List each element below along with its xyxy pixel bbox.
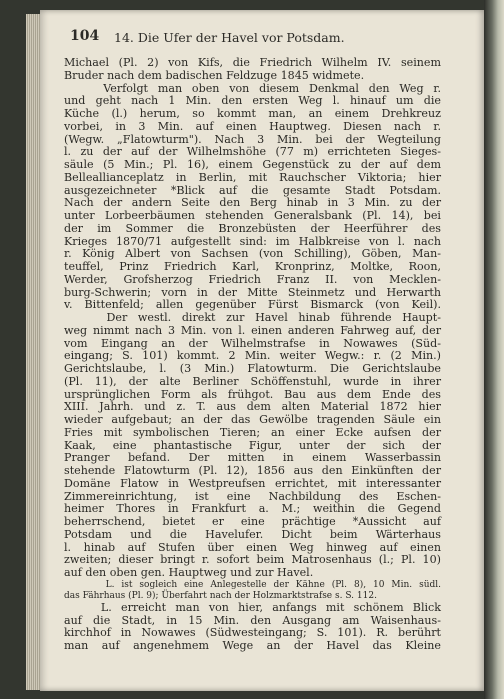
text-line: Belleallianceplatz in Berlin, mit Rauchscher Viktoria; hier <box>64 170 441 184</box>
text-line: beherrschend, bietet er eine prächtige *Aussicht auf <box>64 515 441 528</box>
text-line: wieder aufgebaut; an der das Gewölbe tragenden Säule ein <box>64 413 441 426</box>
text-line: vorbei, in 3 Min. auf einen Hauptweg. Diesen nach r. <box>64 119 441 133</box>
body-text <box>64 57 441 653</box>
text-line: Gerichtslaube, l. (3 Min.) Flatowturm. Die Gerichtslaube <box>64 362 441 375</box>
text-line: burg-Schwerin; vorn in der Mitte Steinmetz und Herwarth <box>64 285 441 299</box>
page-header <box>70 28 450 50</box>
text-line: heimer Thores in Frankfurt a. M.; weithin die Gegend <box>64 502 441 516</box>
text-line: ursprünglichen Form als frühgot. Bau aus dem Ende des <box>64 387 441 401</box>
text-line: ausgezeichneter *Blick auf die gesamte Stadt Potsdam. <box>64 183 441 197</box>
text-line: man auf angenehmem Wege an der Havel das Kleine <box>64 639 441 652</box>
footnote-line: L. ist sogleich eine Anlegestelle der Kähne (Pl. 8), 10 Min. südl. <box>64 579 441 590</box>
text-line: L. erreicht man von hier, anfangs mit schönem Blick <box>64 600 441 614</box>
text-line: kirchhof in Nowawes (Südwesteingang; S. 101). R. berührt <box>64 626 441 640</box>
running-title: 14. Die Ufer der Havel vor Potsdam. <box>114 30 345 45</box>
text-line: vom Eingang an der Wilhelmstrafse in Nowawes (Süd- <box>64 336 441 350</box>
text-line: säule (5 Min.; Pl. 16), einem Gegenstück zu der auf dem <box>64 158 441 171</box>
text-line: Der westl. direkt zur Havel hinab führende Haupt- <box>64 311 441 324</box>
text-line: der im Sommer die Bronzebüsten der Heerführer des <box>64 221 441 235</box>
text-line: Bruder nach dem badischen Feldzuge 1845 widmete. <box>64 68 365 82</box>
text-line: r. König Albert von Sachsen (von Schilling), Göben, Man- <box>64 247 441 261</box>
text-line: Nach der andern Seite den Berg hinab in 3 Min. zu der <box>64 196 441 210</box>
text-line: Potsdam und die Havelufer. Dicht beim Wärterhaus <box>64 527 441 541</box>
footnote-line: das Fährhaus (Pl. 9); Überfahrt nach der Holzmarktstrafse s. S. 112. <box>64 590 377 601</box>
text-line: Krieges 1870/71 aufgestellt sind: im Halbkreise von l. nach <box>64 234 441 248</box>
text-line: Küche (l.) herum, so kommt man, an einem Drehkreuz <box>64 107 441 120</box>
text-line: weg nimmt nach 3 Min. von l. einen anderen Fahrweg auf, der <box>64 323 441 337</box>
text-line: (Wegw. „Flatowturm"). Nach 3 Min. bei der Wegteilung <box>64 132 441 146</box>
text-line: v. Bittenfeld; allen gegenüber Fürst Bismarck (von Keil). <box>64 298 441 312</box>
text-line: zweiten; dieser bringt r. sofort beim Matrosenhaus (l.; Pl. 10) <box>64 553 441 567</box>
text-line: unter Lorbeerbäumen stehenden Generalsbank (Pl. 14), bei <box>64 209 441 222</box>
text-line: stehende Flatowturm (Pl. 12), 1856 aus den Einkünften der <box>64 464 441 477</box>
text-line: und geht nach 1 Min. den ersten Weg l. hinauf um die <box>64 94 441 108</box>
text-line: teuffel, Prinz Friedrich Karl, Kronprinz, Moltke, Roon, <box>64 260 441 273</box>
text-line: Michael (Pl. 2) von Kifs, die Friedrich Wilhelm IV. seinem <box>64 56 441 69</box>
text-line: Werder, Grofsherzog Friedrich Franz II. von Mecklen- <box>64 272 441 286</box>
text-line: auf den oben gen. Hauptweg und zur Havel. <box>64 566 314 579</box>
text-line: XIII. Jahrh. und z. T. aus dem alten Material 1872 hier <box>64 400 441 414</box>
page-number: 104 <box>70 28 100 44</box>
text-line: Pranger befand. Der mitten in einem Wasserbassin <box>64 451 441 465</box>
text-line: Verfolgt man oben von diesem Denkmal den Weg r. <box>64 81 441 95</box>
text-line: Kaak, eine phantastische Figur, unter der sich der <box>64 438 441 452</box>
text-line: Fries mit symbolischen Tieren; an einer Ecke aufsen der <box>64 425 441 439</box>
text-line: Zimmereinrichtung, ist eine Nachbildung des Eschen- <box>64 489 441 503</box>
text-line: (Pl. 11), der alte Berliner Schöffenstuhl, wurde in ihrer <box>64 374 441 388</box>
text-line: Domäne Flatow in Westpreufsen errichtet, mit interessanter <box>64 476 441 490</box>
facing-page-edge <box>484 0 504 699</box>
text-line: auf die Stadt, in 15 Min. den Ausgang am Waisenhaus- <box>64 613 441 627</box>
text-line: eingang; S. 101) kommt. 2 Min. weiter Wegw.: r. (2 Min.) <box>64 349 441 363</box>
text-line: l. hinab auf Stufen über einen Weg hinweg auf einen <box>64 540 441 554</box>
text-line: l. zu der auf der Wilhelmshöhe (77 m) errichteten Sieges- <box>64 145 441 159</box>
